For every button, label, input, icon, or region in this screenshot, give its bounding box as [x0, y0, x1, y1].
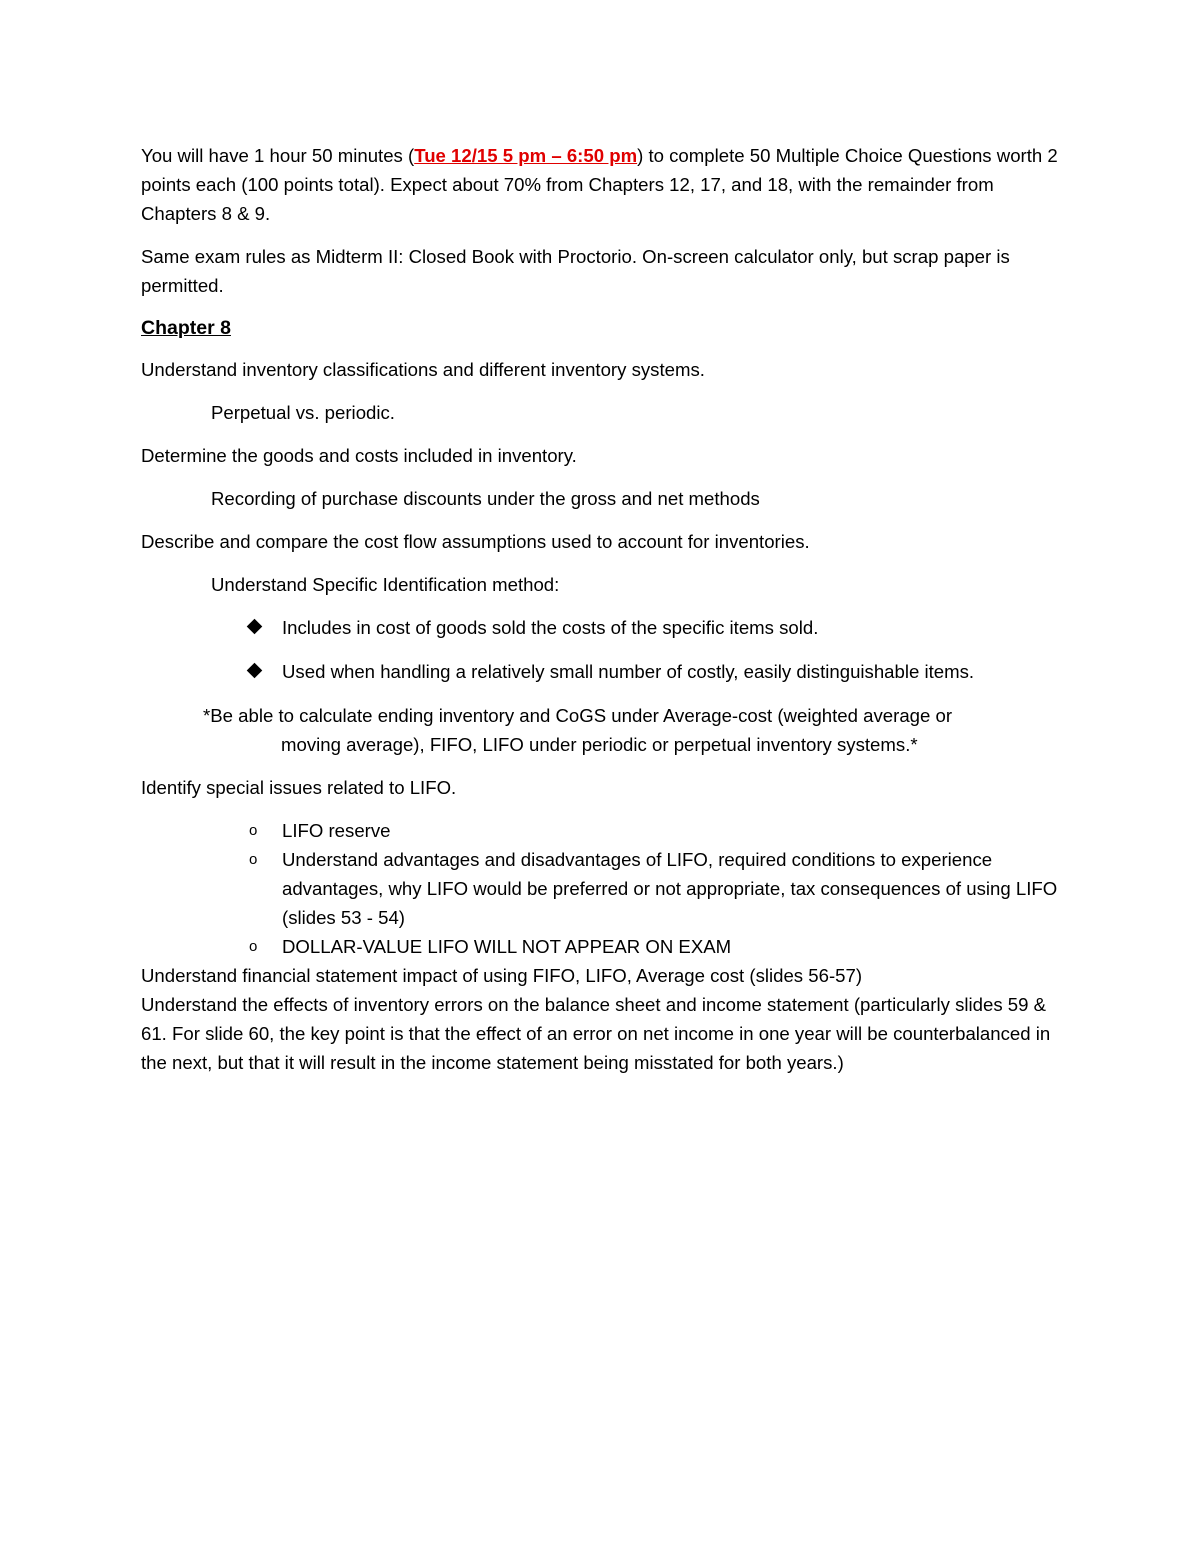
- sub-specific-identification: Understand Specific Identification method:: [211, 574, 560, 595]
- list-item: [247, 845, 1066, 932]
- circle-bullet-icon: o: [249, 938, 258, 955]
- specific-identification-list: [141, 613, 1066, 686]
- objective-financial-impact: Understand financial statement impact of using FIFO, LIFO, Average cost (slides 56-57): [141, 965, 863, 986]
- intro-paragraph: [141, 141, 1066, 228]
- list-item-text: Includes in cost of goods sold the costs of the specific items sold.: [282, 617, 819, 638]
- diamond-bullet-icon: [247, 619, 263, 635]
- exam-rules-paragraph: Same exam rules as Midterm II: Closed Book with Proctorio. On-screen calculator only, but scrap paper is permitted.: [141, 246, 1010, 296]
- circle-bullet-icon: o: [249, 851, 258, 868]
- diamond-bullet-icon: [247, 663, 263, 679]
- list-item-text: Used when handling a relatively small number of costly, easily distinguishable items.: [282, 661, 975, 682]
- lifo-issues-list: [141, 816, 1066, 961]
- list-item: [247, 657, 1066, 686]
- list-item-text: DOLLAR-VALUE LIFO WILL NOT APPEAR ON EXAM: [282, 936, 732, 957]
- objective-lifo-issues: Identify special issues related to LIFO.: [141, 777, 457, 798]
- list-item: [247, 613, 1066, 642]
- circle-bullet-icon: o: [249, 822, 258, 839]
- objective-goods-costs: Determine the goods and costs included in inventory.: [141, 445, 577, 466]
- sub-purchase-discounts: Recording of purchase discounts under the gross and net methods: [211, 488, 760, 509]
- list-item: [247, 816, 1066, 845]
- list-item: [247, 932, 1066, 961]
- exam-time-highlight: Tue 12/15 5 pm – 6:50 pm: [414, 145, 638, 166]
- objective-cost-flow: Describe and compare the cost flow assumptions used to account for inventories.: [141, 531, 810, 552]
- objective-inventory-errors: Understand the effects of inventory errors on the balance sheet and income statement (particularly slides 59 & 61. For slide 60, the key point is that the effect of an error on net income in one year will be counterbalanced in the next, but that it will result in the income statement being misstated for both years.): [141, 994, 1051, 1073]
- intro-text-end: ) to complete 50 Multiple Choice Questions worth 2 points each (100 points total). Expect about 70% from Chapters 12, 17, and 18, with the remainder from Chapters 8 & 9.: [141, 145, 1058, 224]
- list-item-text: LIFO reserve: [282, 820, 391, 841]
- note-line-1: *Be able to calculate ending inventory and CoGS under Average-cost (weighted average or: [203, 705, 953, 726]
- note-line-2: moving average), FIFO, LIFO under periodic or perpetual inventory systems.*: [281, 734, 918, 755]
- chapter-heading: Chapter 8: [141, 317, 231, 339]
- document-body: [141, 141, 1066, 1077]
- list-item-text: Understand advantages and disadvantages of LIFO, required conditions to experience advantages, why LIFO would be preferred or not appropriate, tax consequences of using LIFO (slides 53 - 54): [282, 849, 1058, 928]
- objective-inventory-classifications: Understand inventory classifications and different inventory systems.: [141, 359, 705, 380]
- sub-perpetual-periodic: Perpetual vs. periodic.: [211, 402, 395, 423]
- calculation-note: [141, 701, 1066, 759]
- intro-text-start: You will have 1 hour 50 minutes (: [141, 145, 415, 166]
